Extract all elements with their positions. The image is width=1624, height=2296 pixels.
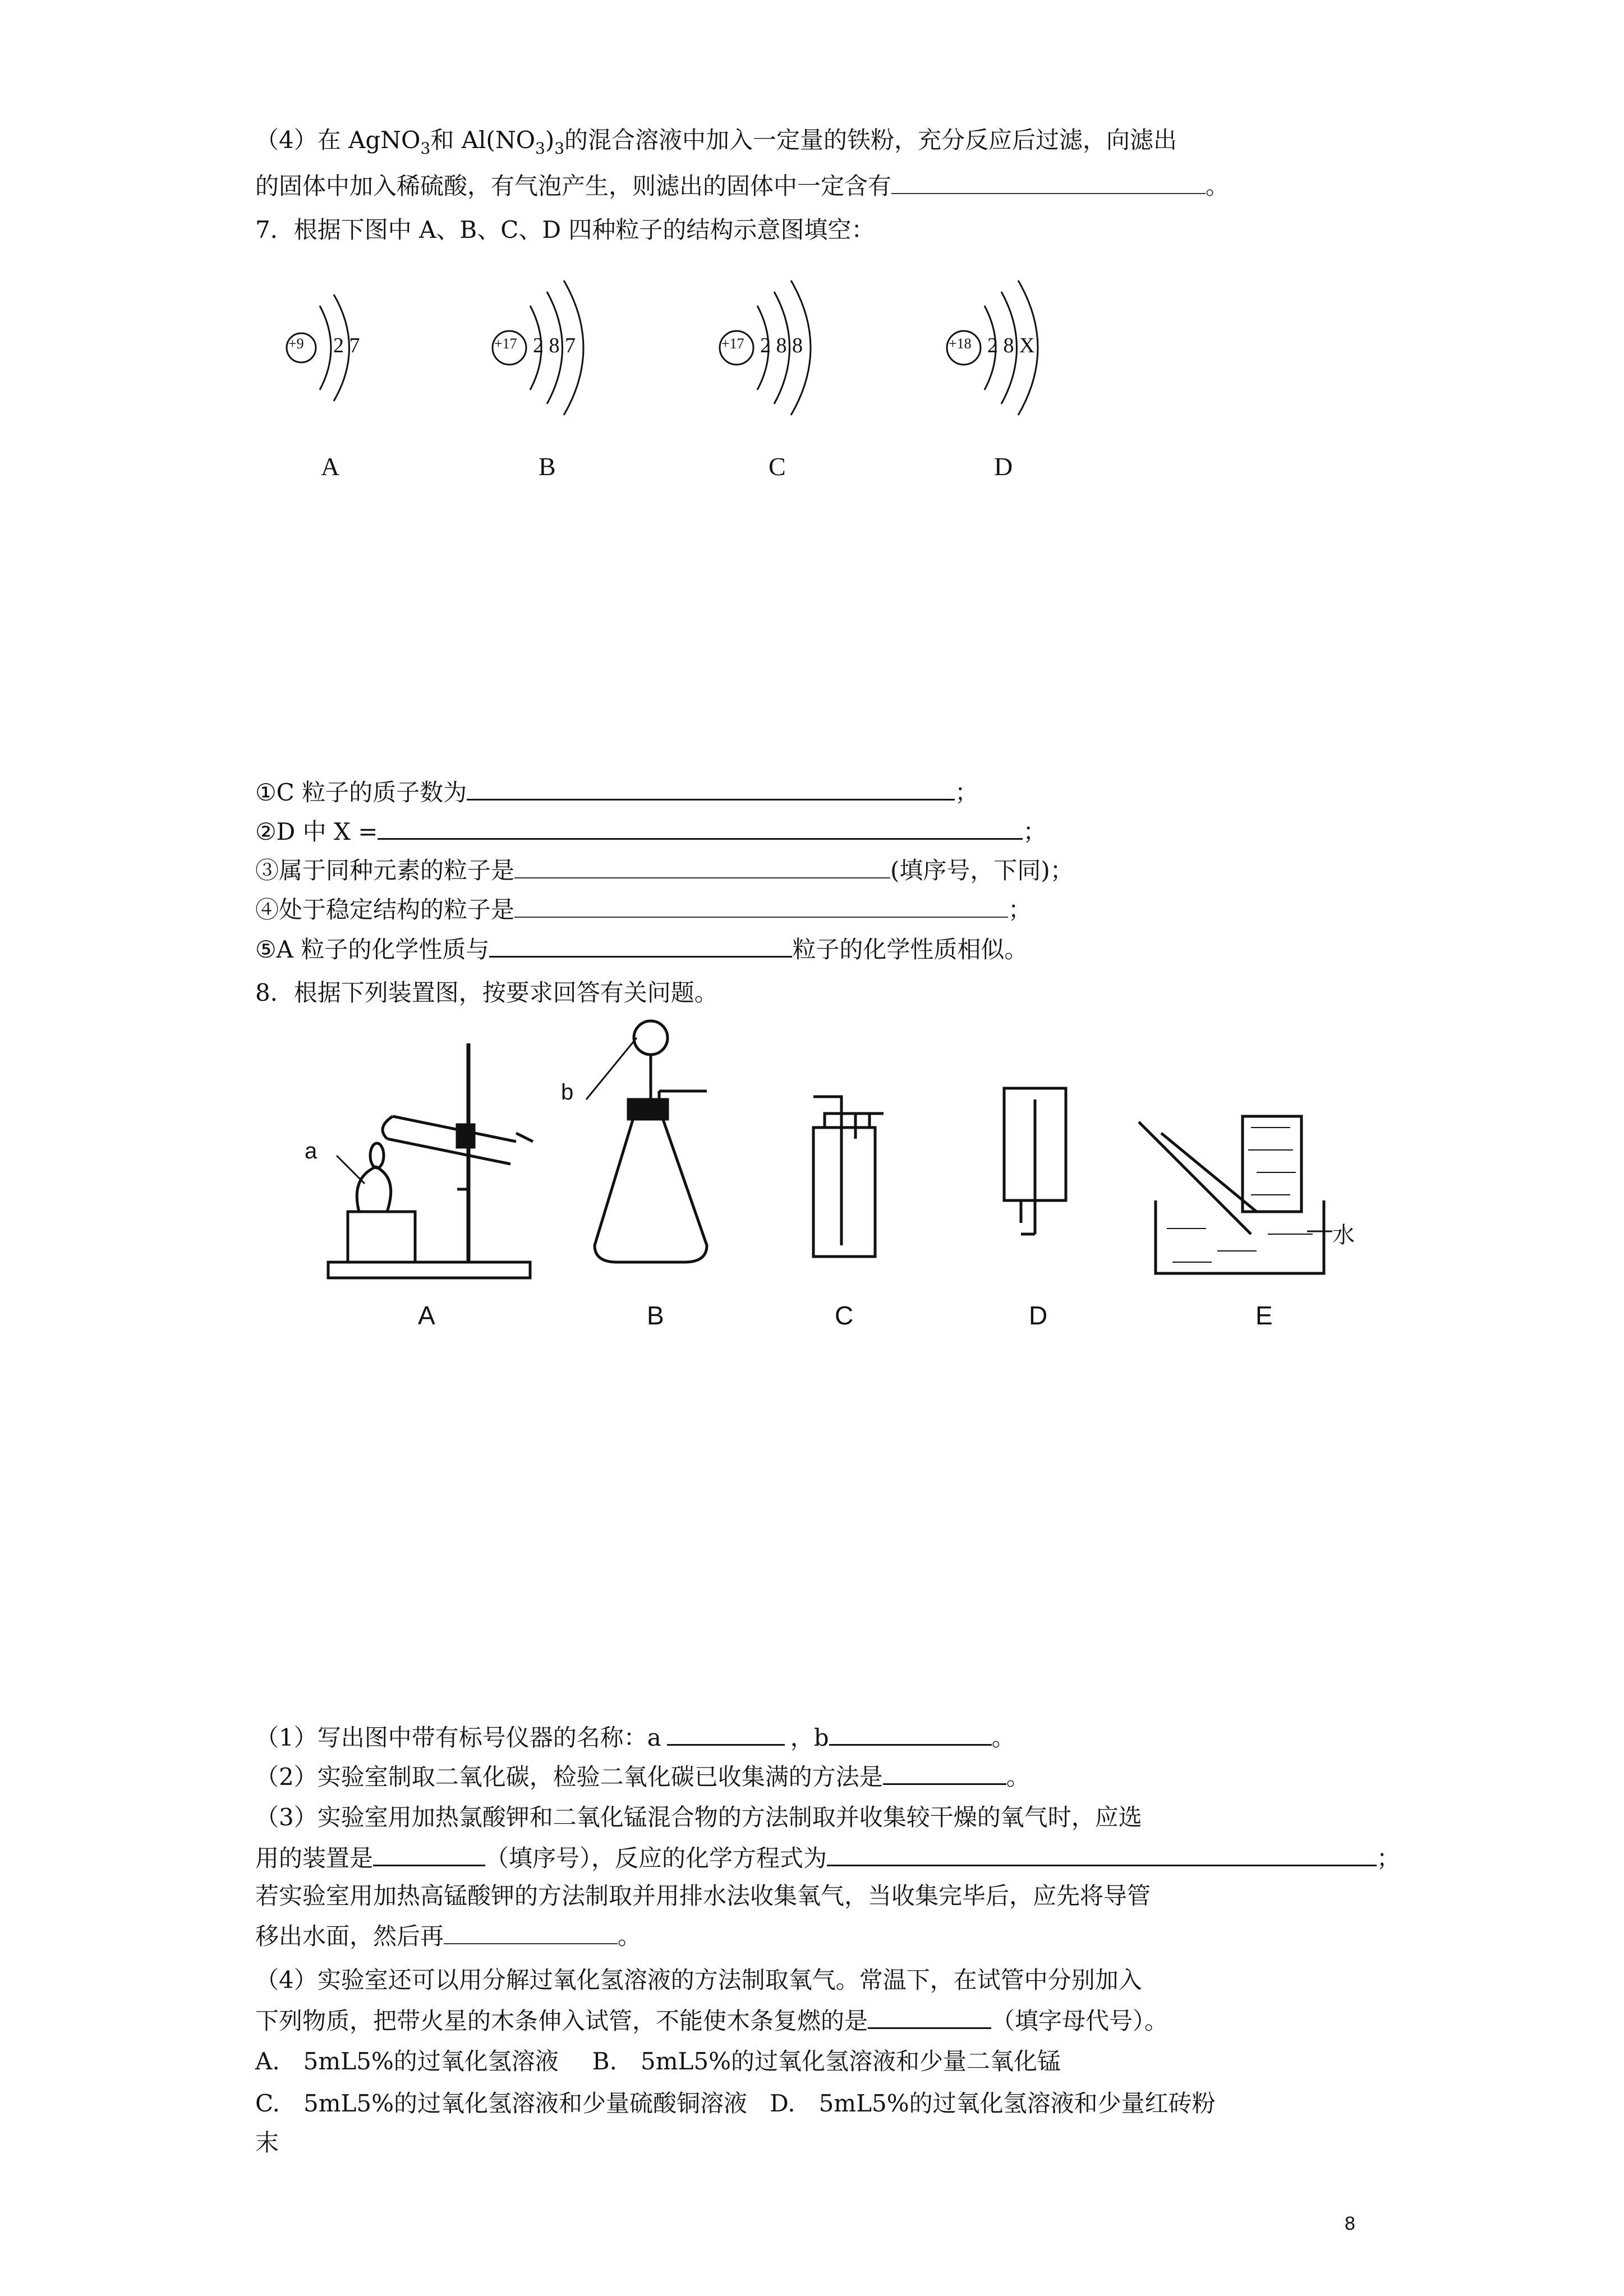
apparatus-e-label: E — [1255, 1301, 1273, 1330]
q8-title: 8．根据下列装置图，按要求回答有关问题。 — [255, 979, 718, 1006]
q8-sub2: （2）实验室制取二氧化碳，检验二氧化碳已收集满的方法是 。 — [255, 1759, 1030, 1794]
apparatus-a-label: A — [418, 1301, 435, 1330]
atom-d-label: D — [994, 452, 1013, 481]
q8-sub3-line4: 移出水面，然后再 。 — [255, 1918, 641, 1953]
atom-b-label: B — [539, 452, 556, 481]
q8-sub1: （1）写出图中带有标号仪器的名称：a ，b 。 — [255, 1719, 1015, 1755]
page-number: 8 — [1345, 2213, 1355, 2234]
answer-blank[interactable] — [827, 1840, 1377, 1866]
q8-sub3-line3: 若实验室用加热高锰酸钾的方法制取并用排水法收集氧气，当收集完毕后，应先将导管 — [255, 1882, 1151, 1910]
answer-blank[interactable] — [883, 1759, 1006, 1785]
option-b: B. 5mL5%的过氧化氢溶液和少量二氧化锰 — [592, 2047, 1061, 2075]
atom-a-shells: 2 7 — [333, 334, 360, 357]
apparatus-b-label: B — [647, 1301, 664, 1330]
label-a: a — [305, 1139, 318, 1163]
q7-title: 7．根据下图中 A、B、C、D 四种粒子的结构示意图填空： — [255, 216, 875, 243]
q8-options-ab — [255, 2045, 1061, 2078]
q6-4-line2: 的固体中加入稀硫酸，有气泡产生，则滤出的固体中一定含有 。 — [255, 168, 1229, 203]
answer-blank[interactable] — [444, 1918, 618, 1944]
answer-blank[interactable] — [373, 1840, 485, 1866]
label-b: b — [561, 1080, 574, 1105]
apparatus-d-label: D — [1029, 1301, 1048, 1330]
q8-option-d-cont: 末 — [255, 2129, 279, 2156]
option-c: C. 5mL5%的过氧化氢溶液和少量硫酸铜溶液 — [255, 2090, 748, 2117]
q8-sub4-line1: （4）实验室还可以用分解过氧化氢溶液的方法制取氧气。常温下，在试管中分别加入 — [255, 1966, 1142, 1994]
atom-c-shells: 2 8 8 — [760, 334, 803, 357]
q8-sub3-line1: （3）实验室用加热氯酸钾和二氧化锰混合物的方法制取并收集较干燥的氧气时，应选 — [255, 1803, 1142, 1831]
q6-4-line1: （4）在 AgNO$_3$和 $Al(NO_3)_3$的混合溶液中加入一定量的铁粉，充分反应后过滤，向滤出 — [255, 126, 1177, 158]
q8-sub3-line2: 用的装置是 （填序号），反应的化学方程式为 ； — [255, 1840, 1400, 1875]
q7-sub4: ④处于稳定结构的粒子是 ； — [255, 892, 1032, 927]
q8-sub4-line2: 下列物质，把带火星的木条伸入试管，不能使木条复燃的是 （填字母代号）。 — [255, 2003, 1168, 2038]
q7-sub5: ⑤A 粒子的化学性质与 粒子的化学性质相似。 — [255, 931, 1028, 967]
atom-c-label: C — [769, 452, 786, 481]
answer-blank[interactable] — [829, 1719, 992, 1746]
apparatus-c-label: C — [835, 1301, 854, 1330]
atom-d-nucleus: +18 — [949, 335, 972, 352]
answer-blank[interactable] — [667, 1719, 785, 1746]
q7-sub1: ①C 粒子的质子数为 ； — [255, 774, 978, 809]
option-d: D. 5mL5%的过氧化氢溶液和少量红砖粉 — [770, 2090, 1216, 2117]
option-a: A. 5mL5%的过氧化氢溶液 — [255, 2047, 559, 2075]
q7-sub3: ③属于同种元素的粒子是 (填序号，下同)； — [255, 853, 1074, 887]
atom-a-label: A — [321, 452, 340, 481]
q8-options-cd — [255, 2087, 1216, 2120]
atom-b-nucleus: +17 — [494, 335, 517, 352]
label-water: 水 — [1332, 1223, 1355, 1248]
atom-b-shells: 2 8 7 — [533, 334, 576, 357]
q7-sub2: ②D 中 X = ； — [255, 813, 1047, 849]
answer-blank[interactable] — [868, 2003, 991, 2029]
atom-a-nucleus: +9 — [288, 335, 304, 352]
atom-d-shells: 2 8 X — [987, 334, 1035, 357]
atom-c-nucleus: +17 — [721, 335, 744, 352]
